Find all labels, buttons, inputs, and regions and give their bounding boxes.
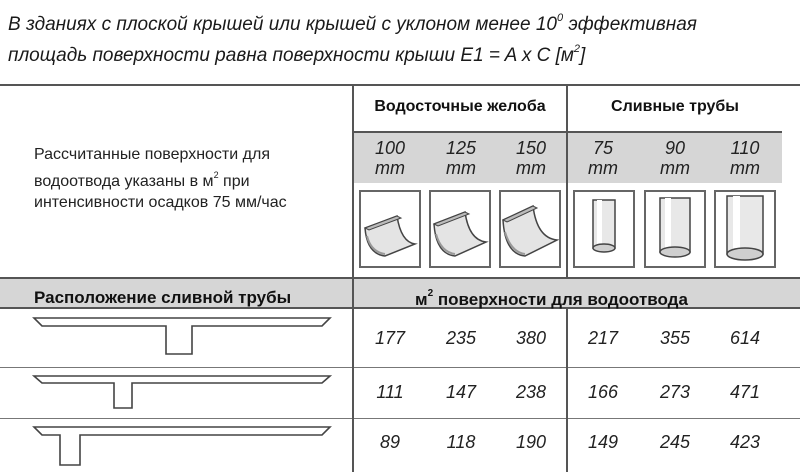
pipe-icon — [573, 190, 635, 268]
description: Рассчитанные поверхности для водоотвода указаны в $м^2$ при интенсивности осадков 75 мм/час — [34, 146, 287, 211]
downpipe-middle-diagram — [0, 312, 352, 364]
area-value: 423 — [729, 432, 761, 452]
col-rule — [352, 84, 354, 472]
location-header: Расположение сливной трубы — [34, 288, 292, 307]
pipe-icon — [714, 190, 776, 268]
size-label: 110 mm — [730, 138, 760, 178]
gutter-icon — [359, 190, 421, 268]
downpipe-end-diagram — [0, 421, 352, 471]
row-separator — [0, 367, 800, 368]
gutter-icon — [499, 190, 561, 268]
area-value: 235 — [445, 328, 477, 348]
area-value: 147 — [445, 382, 477, 402]
area-value: 89 — [379, 432, 401, 452]
row-separator — [0, 418, 800, 419]
size-label: 100 mm — [374, 138, 406, 178]
area-header: $м^2$ поверхности для водоотвода — [415, 288, 688, 309]
area-value: 190 — [515, 432, 547, 452]
area-value: 380 — [515, 328, 547, 348]
pipes-header: Сливные трубы — [611, 98, 739, 115]
area-value: 614 — [729, 328, 761, 348]
size-label: 150 mm — [515, 138, 547, 178]
top-rule — [0, 84, 800, 86]
area-value: 217 — [587, 328, 619, 348]
area-value: 118 — [446, 432, 476, 452]
pipe-icon — [644, 190, 706, 268]
size-label: 125 mm — [445, 138, 477, 178]
area-value: 177 — [374, 328, 406, 348]
gutters-header: Водосточные желоба — [374, 98, 546, 115]
area-value: 111 — [376, 382, 404, 402]
area-value: 273 — [659, 382, 691, 402]
downpipe-offset-diagram — [0, 370, 352, 416]
area-value: 238 — [515, 382, 547, 402]
drainage-table — [0, 84, 800, 472]
heading — [8, 6, 793, 68]
area-value: 166 — [587, 382, 619, 402]
gutter-icon — [429, 190, 491, 268]
area-value: 471 — [729, 382, 761, 402]
size-label: 90 mm — [660, 138, 690, 178]
heading-line-1: В зданиях с плоской крышей или крышей с уклоном менее $10^0$ эффективная — [8, 12, 697, 35]
area-value: 149 — [587, 432, 619, 452]
header-top-rule — [0, 277, 800, 279]
area-value: 245 — [659, 432, 691, 452]
heading-line-2: площадь поверхности равна поверхности крыши E1 = A x C $[м^2]$ — [8, 43, 586, 66]
area-value: 355 — [659, 328, 691, 348]
size-label: 75 mm — [588, 138, 618, 178]
